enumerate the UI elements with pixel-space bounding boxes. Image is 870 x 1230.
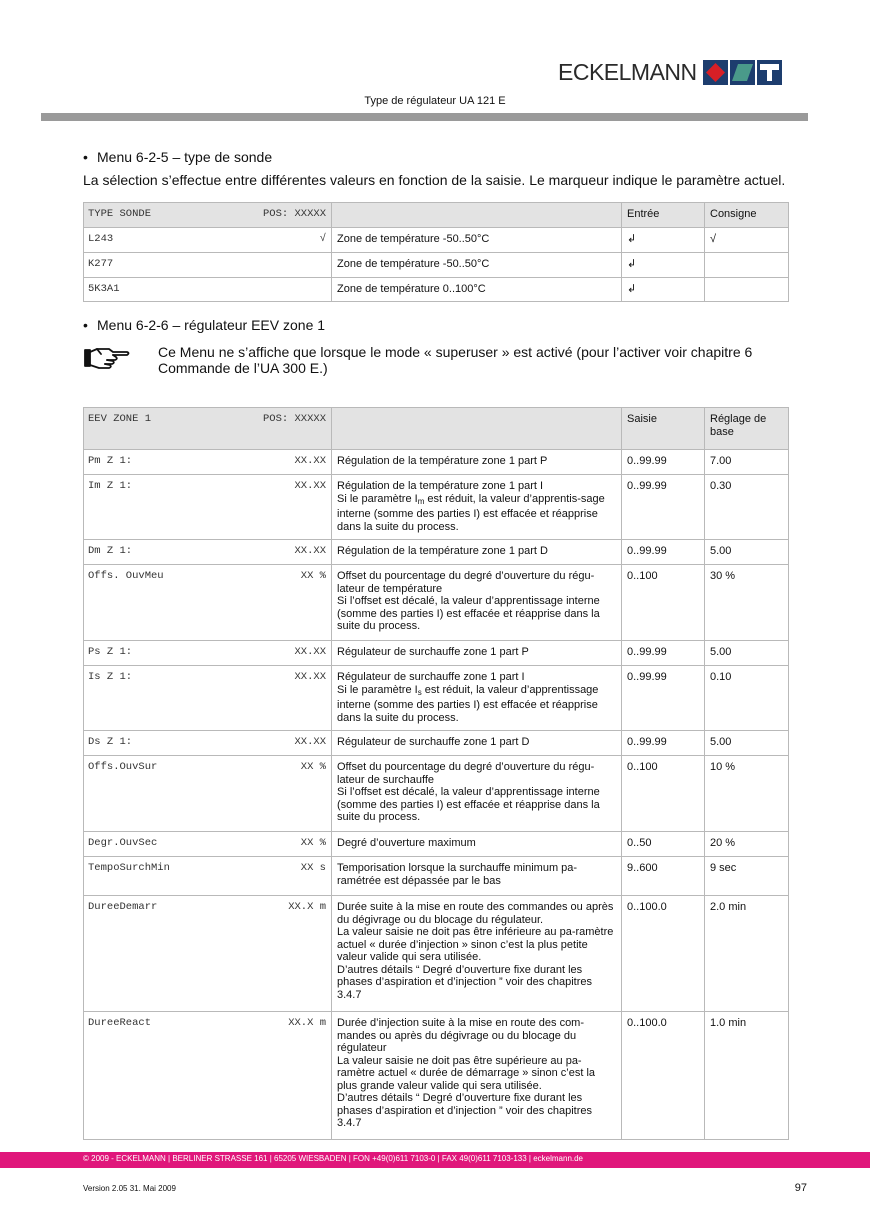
menu-625-description: La sélection s’effectue entre différentes valeurs en fonction de la saisie. Le marqueur indique le paramètre actuel. (83, 172, 786, 188)
footer-bar (0, 1152, 870, 1168)
table-row (84, 641, 789, 666)
table-row (84, 475, 789, 540)
base-cell: 20 % (705, 832, 789, 857)
desc-cell: Régulation de la température zone 1 part I Si le paramètre $I_m$ est réduit, la valeur d’apprentis-sage interne (somme des parties I) est effacée et réapprise dans la suite du process. (332, 475, 622, 540)
bullet-point: • (83, 317, 88, 333)
desc-cell: Degré d’ouverture maximum (332, 832, 622, 857)
input-cell: 0..99.99 (622, 450, 705, 475)
input-cell: 0..99.99 (622, 475, 705, 540)
label-cell: DureeDemarr XX.X m (84, 896, 332, 1012)
input-cell: 0..100.0 (622, 896, 705, 1012)
input-cell: 0..99.99 (622, 731, 705, 756)
base-cell: 0.30 (705, 475, 789, 540)
table-header-row (84, 203, 789, 228)
desc-cell: Durée suite à la mise en route des commandes ou après du dégivrage ou du blocage du régulateur. La valeur saisie ne doit pas être inférieure au pa-ramètre actuel « durée d’injection » sinon c’est la plus petite valeur valide qui sera utilisée. D’autres détails “ Degré d’ouverture fixe durant les phases d’aspiration et d’injection ” voir des chapitres 3.4.7 (332, 896, 622, 1012)
label-cell: K277 (84, 252, 332, 277)
setpoint-cell (705, 277, 789, 302)
footer-company-line: © 2009 - ECKELMANN | BERLINER STRASSE 161 | 65205 WIESBADEN | FON +49(0)611 7103-0 | FAX 49(0)611 7103-133 | eckelmann.de (83, 1154, 584, 1163)
eckelmann-logo (558, 56, 782, 88)
pointing-hand-icon (83, 345, 131, 371)
table-row (84, 227, 789, 252)
input-cell: 0..50 (622, 832, 705, 857)
table-row (84, 277, 789, 302)
eev-zone-1-table (83, 407, 789, 1140)
base-cell: 5.00 (705, 731, 789, 756)
label-cell: TempoSurchMin XX s (84, 857, 332, 896)
logo-marks (703, 60, 782, 85)
input-cell: 0..100 (622, 565, 705, 641)
desc-cell: Régulation de la température zone 1 part D (332, 540, 622, 565)
table-header-row (84, 408, 789, 450)
input-cell: 0..100.0 (622, 1012, 705, 1140)
label-cell: 5K3A1 (84, 277, 332, 302)
page-number: 97 (794, 1182, 807, 1194)
base-cell: 2.0 min (705, 896, 789, 1012)
logo-t-shape-icon (757, 60, 782, 85)
table-row (84, 540, 789, 565)
table-row (84, 857, 789, 896)
label-cell: Pm Z 1: XX.XX (84, 450, 332, 475)
sensor-type-table (83, 202, 789, 302)
menu-626-heading (83, 317, 325, 333)
base-cell: 5.00 (705, 641, 789, 666)
table-row (84, 666, 789, 731)
desc-cell: Régulateur de surchauffe zone 1 part P (332, 641, 622, 666)
desc-cell: Zone de température 0..100°C (332, 277, 622, 302)
input-cell: 0..99.99 (622, 641, 705, 666)
header-setpoint-cell: Consigne (705, 203, 789, 228)
header-label-cell: TYPE SONDE POS: XXXXX (84, 203, 332, 228)
base-cell: 5.00 (705, 540, 789, 565)
input-cell: 0..100 (622, 756, 705, 832)
base-cell: 0.10 (705, 666, 789, 731)
header-input-cell: Entrée (622, 203, 705, 228)
setpoint-cell (705, 252, 789, 277)
table-row (84, 565, 789, 641)
table-row (84, 1012, 789, 1140)
setpoint-cell: √ (705, 227, 789, 252)
desc-cell: Offset du pourcentage du degré d’ouverture du régu-lateur de température Si l’offset est décalé, la valeur d’apprentissage interne (somme des parties I) est effacée et réapprise dans la suite du process. (332, 565, 622, 641)
base-cell: 9 sec (705, 857, 789, 896)
input-cell: ↲ (622, 227, 705, 252)
header-base-cell: Réglage de base (705, 408, 789, 450)
label-cell: L243 √ (84, 227, 332, 252)
input-cell: ↲ (622, 252, 705, 277)
desc-cell: Zone de température -50..50°C (332, 252, 622, 277)
label-cell: Is Z 1: XX.XX (84, 666, 332, 731)
desc-cell: Régulateur de surchauffe zone 1 part I Si le paramètre $I_s$ est réduit, la valeur d’apprentissage interne (somme des parties I) est effacée et réapprise dans la suite du process. (332, 666, 622, 731)
label-cell: Ps Z 1: XX.XX (84, 641, 332, 666)
table-row (84, 450, 789, 475)
input-cell: 9..600 (622, 857, 705, 896)
table-row (84, 252, 789, 277)
input-cell: ↲ (622, 277, 705, 302)
desc-cell: Régulateur de surchauffe zone 1 part D (332, 731, 622, 756)
label-cell: Offs. OuvMeu XX % (84, 565, 332, 641)
table-row (84, 832, 789, 857)
desc-cell: Durée d’injection suite à la mise en route des com-mandes ou après du dégivrage ou du blocage du régulateur La valeur saisie ne doit pas être supérieure au pa-ramètre actuel « durée de démarrage » sinon c’est la plus grande valeur valide qui sera utilisée. D’autres détails “ Degré d’ouverture fixe durant les phases d’aspiration et d’injection ” voir des chapitres 3.4.7 (332, 1012, 622, 1140)
bullet-point: • (83, 149, 88, 165)
header-label-cell: EEV ZONE 1 POS: XXXXX (84, 408, 332, 450)
desc-cell: Offset du pourcentage du degré d’ouverture du régu-lateur de surchauffe Si l’offset est décalé, la valeur d’apprentissage interne (somme des parties I) est effacée et réapprise dans la suite du process. (332, 756, 622, 832)
table-row (84, 731, 789, 756)
label-cell: Dm Z 1: XX.XX (84, 540, 332, 565)
menu-625-heading (83, 149, 272, 165)
label-cell: Im Z 1: XX.XX (84, 475, 332, 540)
label-cell: Ds Z 1: XX.XX (84, 731, 332, 756)
base-cell: 30 % (705, 565, 789, 641)
base-cell: 10 % (705, 756, 789, 832)
label-cell: Offs.OuvSur XX % (84, 756, 332, 832)
header-desc-cell (332, 203, 622, 228)
input-cell: 0..99.99 (622, 540, 705, 565)
header-input-cell: Saisie (622, 408, 705, 450)
header-desc-cell (332, 408, 622, 450)
label-cell: DureeReact XX.X m (84, 1012, 332, 1140)
table-row (84, 896, 789, 1012)
base-cell: 7.00 (705, 450, 789, 475)
version-info: Version 2.05 31. Mai 2009 (83, 1184, 176, 1193)
desc-cell: Temporisation lorsque la surchauffe minimum pa-ramétrée est dépassée par le bas (332, 857, 622, 896)
header-rule (41, 113, 808, 121)
document-title: Type de régulateur UA 121 E (364, 95, 506, 107)
desc-cell: Régulation de la température zone 1 part P (332, 450, 622, 475)
base-cell: 1.0 min (705, 1012, 789, 1140)
menu-626-title: Menu 6-2-6 – régulateur EEV zone 1 (97, 317, 326, 333)
desc-cell: Zone de température -50..50°C (332, 227, 622, 252)
logo-diamond-icon (703, 60, 728, 85)
table-row (84, 756, 789, 832)
input-cell: 0..99.99 (622, 666, 705, 731)
superuser-note: Ce Menu ne s’affiche que lorsque le mode « superuser » est activé (pour l’activer voir chapitre 6 Commande de l’UA 300 E.) (158, 344, 753, 376)
logo-wordmark: ECKELMANN (558, 58, 697, 85)
logo-parallelogram-icon (730, 60, 755, 85)
menu-625-title: Menu 6-2-5 – type de sonde (97, 149, 273, 165)
label-cell: Degr.OuvSec XX % (84, 832, 332, 857)
